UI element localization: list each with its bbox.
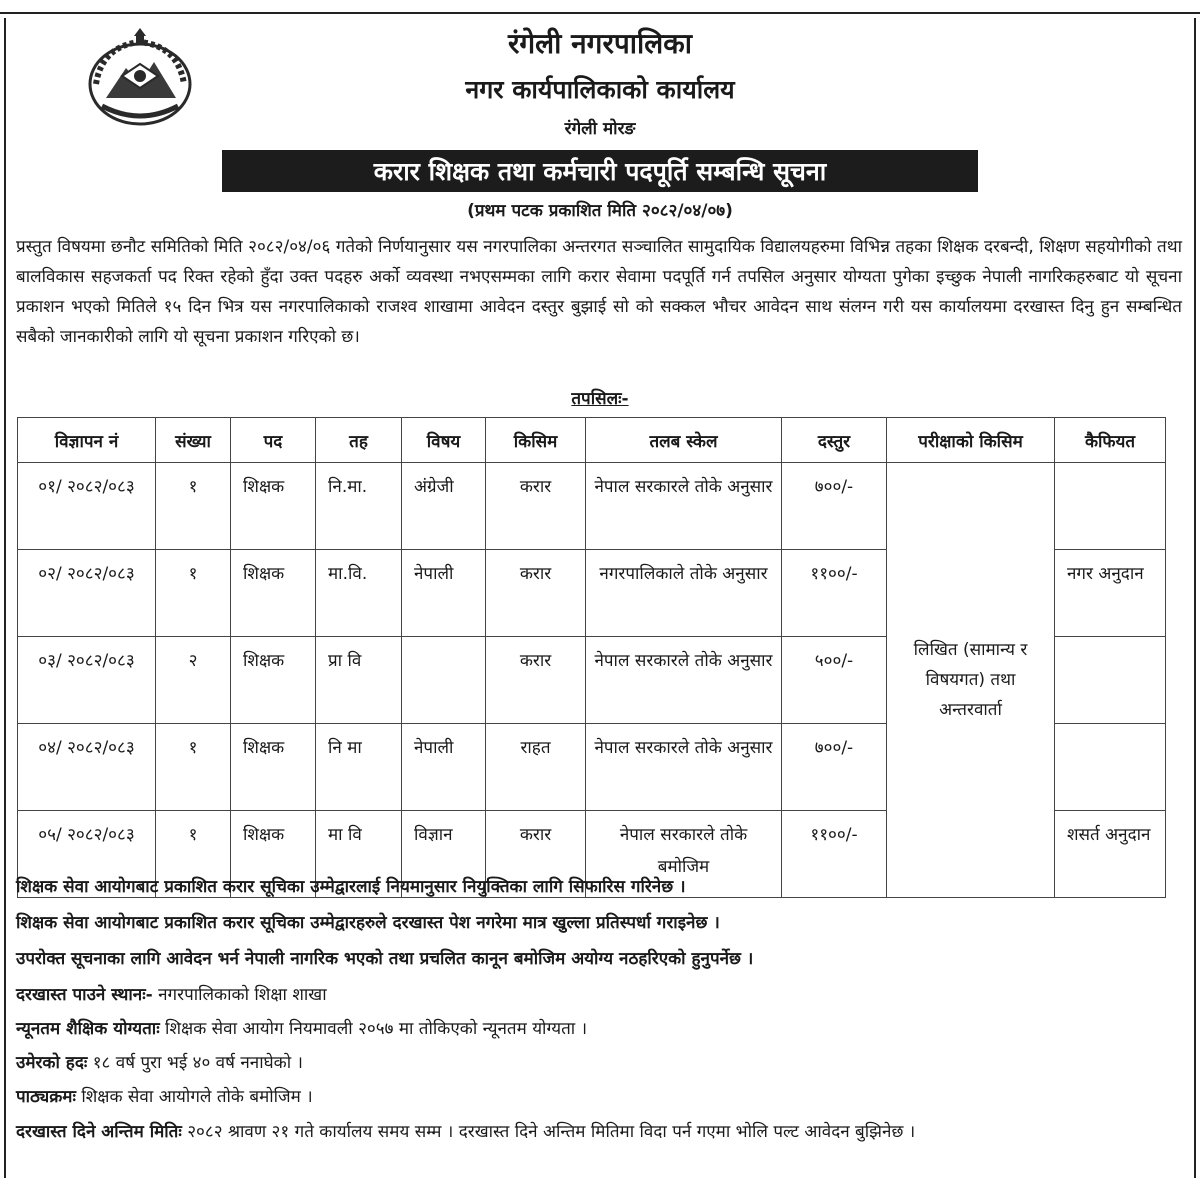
cell-remarks: नगर अनुदान xyxy=(1055,550,1166,637)
cell-remarks: शसर्त अनुदान xyxy=(1055,811,1166,898)
notice-title-banner xyxy=(222,150,978,192)
application-place-value: नगरपालिकाको शिक्षा शाखा xyxy=(152,985,327,1005)
cell-subject: नेपाली xyxy=(402,724,486,811)
cell-subject xyxy=(402,637,486,724)
note-open-competition: शिक्षक सेवा आयोगबाट प्रकाशित करार सूचिका उम्मेद्वारहरुले दरखास्त पेश नगरेमा मात्र खुल्ला प्रतिस्पर्धा गराइनेछ । xyxy=(16,913,720,933)
note-curriculum xyxy=(16,1084,1182,1107)
cell-ad-no: ०४/ २०८२/०८३ xyxy=(18,724,156,811)
cell-level: प्रा वि xyxy=(316,637,402,724)
header-post: पद xyxy=(231,418,316,463)
cell-fee: ११००/- xyxy=(782,550,887,637)
intro-paragraph: प्रस्तुत विषयमा छनौट समितिको मिति २०८२/०४/०६ गतेको निर्णयानुसार यस नगरपालिका अन्तरगत सञ्चालित सामुदायिक विद्यालयहरुमा विभिन्न तहका शिक्षक दरबन्दी, शिक्षण सहयोगीको तथा बालविकास सहजकर्ता पद रिक्त रहेको हुँदा उक्त पदहरु अर्को व्यवस्था नभएसम्मका लागि करार सेवामा पदपूर्ति गर्न तपसिल अनुसार योग्यता पुगेका इच्छुक नेपाली नागरिकहरुबाट यो सूचना प्रकाशन भएको मितिले १५ दिन भित्र यस नगरपालिकाको राजश्व शाखामा आवेदन दस्तुर बुझाई सो को सक्कल भौचर आवेदन साथ संलग्न गरी यस कार्यालयमा दरखास्त दिनु हुन सम्बन्धित सबैको जानकारीको लागि यो सूचना प्रकाशन गरिएको छ। xyxy=(16,237,1182,347)
cell-salary: नगरपालिकाले तोके अनुसार xyxy=(586,550,782,637)
cell-fee: ५००/- xyxy=(782,637,887,724)
schedule-heading: तपसिलः- xyxy=(571,389,629,409)
cell-ad-no: ०५/ २०८२/०८३ xyxy=(18,811,156,898)
cell-type: राहत xyxy=(486,724,586,811)
cell-remarks xyxy=(1055,724,1166,811)
cell-level: मा.वि. xyxy=(316,550,402,637)
cell-ad-no: ०२/ २०८२/०८३ xyxy=(18,550,156,637)
header-ad-no: विज्ञापन नं xyxy=(18,418,156,463)
table-header-row xyxy=(18,418,1166,463)
cell-count: १ xyxy=(156,550,231,637)
cell-ad-no: ०१/ २०८२/०८३ xyxy=(18,463,156,550)
curriculum-value: शिक्षक सेवा आयोगले तोके बमोजिम । xyxy=(75,1087,313,1107)
vacancy-table xyxy=(17,417,1166,898)
cell-subject: विज्ञान xyxy=(402,811,486,898)
nepal-emblem-icon xyxy=(82,28,198,132)
cell-salary: नेपाल सरकारले तोके अनुसार xyxy=(586,724,782,811)
cell-level: नि मा xyxy=(316,724,402,811)
first-published-date: (प्रथम पटक प्रकाशित मिति २०८२/०४/०७) xyxy=(467,201,733,221)
cell-count: २ xyxy=(156,637,231,724)
cell-level: नि.मा. xyxy=(316,463,402,550)
cell-salary: नेपाल सरकारले तोके अनुसार xyxy=(586,463,782,550)
curriculum-label: पाठ्यक्रमः xyxy=(16,1087,76,1107)
cell-fee: ११००/- xyxy=(782,811,887,898)
note-recommendation: शिक्षक सेवा आयोगबाट प्रकाशित करार सूचिका उम्मेद्वारलाई नियमानुसार नियुक्तिका लागि सिफारिस गरिनेछ । xyxy=(16,877,686,897)
cell-count: १ xyxy=(156,811,231,898)
cell-type: करार xyxy=(486,550,586,637)
cell-type: करार xyxy=(486,637,586,724)
municipality-name: रंगेली नगरपालिका xyxy=(507,27,693,60)
cell-subject: अंग्रेजी xyxy=(402,463,486,550)
cell-post: शिक्षक xyxy=(231,637,316,724)
note-application-place xyxy=(16,982,1182,1005)
note-age-limit xyxy=(16,1050,1182,1073)
cell-type: करार xyxy=(486,463,586,550)
cell-count: १ xyxy=(156,463,231,550)
header-exam-type: परीक्षाको किसिम xyxy=(887,418,1055,463)
cell-level: मा वि xyxy=(316,811,402,898)
cell-salary: नेपाल सरकारले तोके बमोजिम xyxy=(586,811,782,898)
cell-type: करार xyxy=(486,811,586,898)
min-qualification-label: न्यूनतम शैक्षिक योग्यताः xyxy=(16,1019,160,1039)
header-count: संख्या xyxy=(156,418,231,463)
top-rule xyxy=(0,12,1200,14)
cell-ad-no: ०३/ २०८२/०८३ xyxy=(18,637,156,724)
header-fee: दस्तुर xyxy=(782,418,887,463)
cell-post: शिक्षक xyxy=(231,463,316,550)
application-place-label: दरखास्त पाउने स्थानः- xyxy=(16,985,153,1005)
note-deadline xyxy=(16,1118,1182,1146)
age-limit-label: उमेरको हदः xyxy=(16,1053,88,1073)
cell-count: १ xyxy=(156,724,231,811)
deadline-label: दरखास्त दिने अन्तिम मितिः xyxy=(16,1122,182,1142)
cell-salary: नेपाल सरकारले तोके अनुसार xyxy=(586,637,782,724)
cell-fee: ७००/- xyxy=(782,724,887,811)
cell-exam-type: लिखित (सामान्य र विषयगत) तथा अन्तरवार्ता xyxy=(887,463,1055,898)
note-min-qualification xyxy=(16,1016,1182,1039)
min-qualification-value: शिक्षक सेवा आयोग नियमावली २०५७ मा तोकिएको न्यूनतम योग्यता । xyxy=(159,1019,588,1039)
office-name: नगर कार्यपालिकाको कार्यालय xyxy=(465,75,735,104)
cell-post: शिक्षक xyxy=(231,811,316,898)
cell-remarks xyxy=(1055,637,1166,724)
cell-post: शिक्षक xyxy=(231,724,316,811)
header-type: किसिम xyxy=(486,418,586,463)
header-level: तह xyxy=(316,418,402,463)
age-limit-value: १८ वर्ष पुरा भई ४० वर्ष ननाघेको । xyxy=(87,1053,303,1073)
notice-title: करार शिक्षक तथा कर्मचारी पदपूर्ति सम्बन्धि सूचना xyxy=(373,157,827,186)
header-subject: विषय xyxy=(402,418,486,463)
cell-remarks xyxy=(1055,463,1166,550)
note-eligibility: उपरोक्त सूचनाका लागि आवेदन भर्न नेपाली नागरिक भएको तथा प्रचलित कानून बमोजिम अयोग्य नठहरिएको हुनुपर्नेछ । xyxy=(16,949,754,969)
office-address: रंगेली मोरङ xyxy=(564,119,636,139)
cell-subject: नेपाली xyxy=(402,550,486,637)
header-remarks: कैफियत xyxy=(1055,418,1166,463)
cell-post: शिक्षक xyxy=(231,550,316,637)
deadline-value: २०८२ श्रावण २१ गते कार्यालय समय सम्म । दरखास्त दिने अन्तिम मितिमा विदा पर्न गएमा भोलि पल्ट आवेदन बुझिनेछ । xyxy=(181,1122,916,1142)
table-row xyxy=(18,463,1166,550)
cell-fee: ७००/- xyxy=(782,463,887,550)
header-salary: तलब स्केल xyxy=(586,418,782,463)
